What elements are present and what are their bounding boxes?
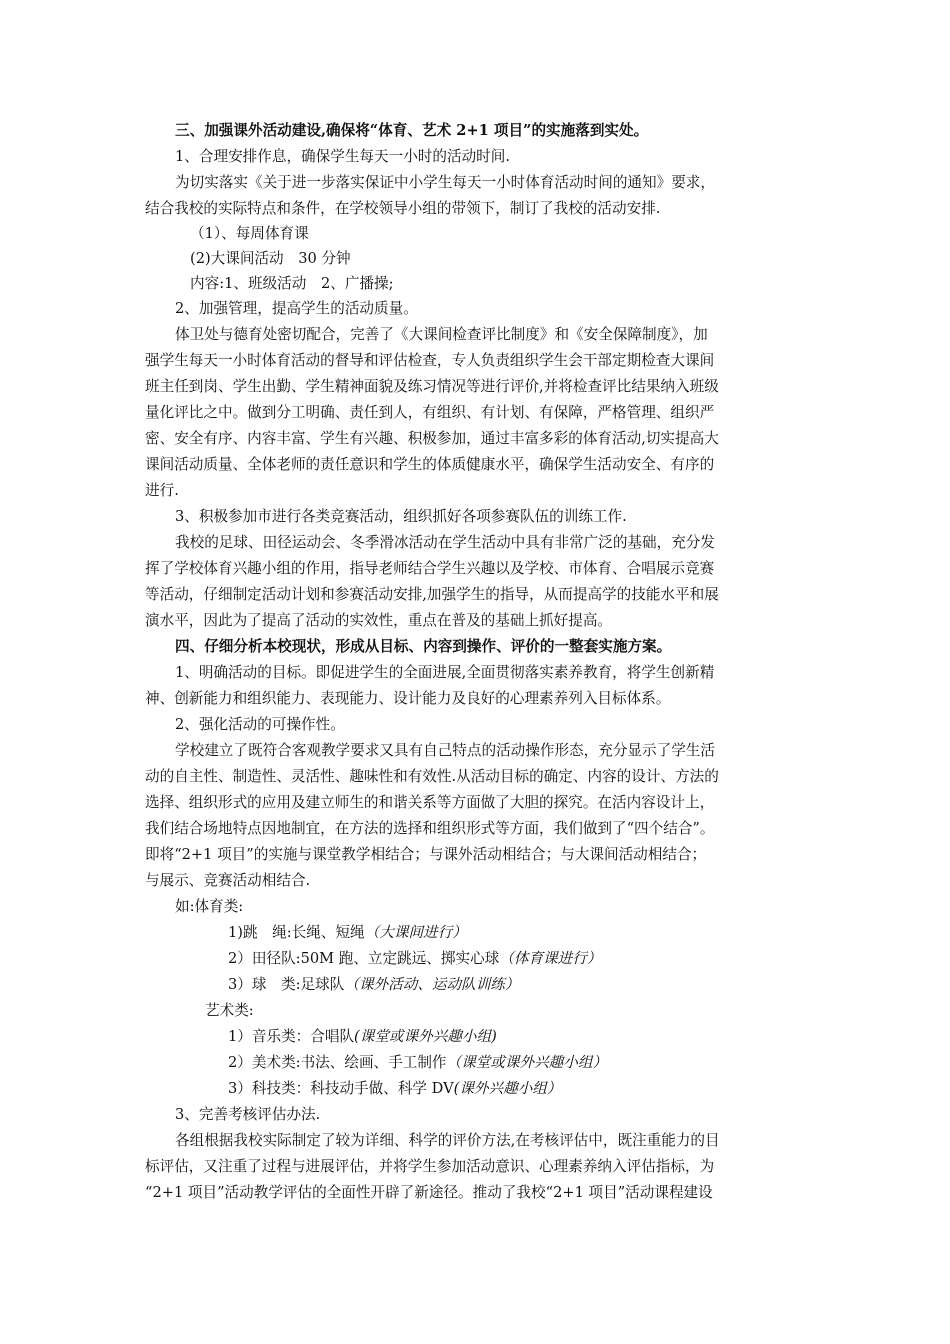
paragraph-line: 1、明确活动的目标。即促进学生的全面进展,全面贯彻落实素养教育，将学生创新精 [175,664,715,681]
paragraph-line: 我们结合场地特点因地制宜，在方法的选择和组织形式等方面，我们做到了“四个结合”。 [145,820,715,837]
list-item-track-team [228,949,601,969]
list-item-technology [228,1079,562,1099]
category-sports-label: 如:体育类: [175,898,244,915]
paragraph-line: 学校建立了既符合客观教学要求又具有自己特点的活动操作形态，充分显示了学生活 [175,742,715,759]
list-item-rope-skipping [228,923,467,943]
paragraph-line: 各组根据我校实际制定了较为详细、科学的评价方法,在考核评估中，既注重能力的目 [175,1132,720,1149]
paragraph-line: 进行. [145,482,179,499]
list-item-recess-activity: (2)大课间活动 30 分钟 [190,250,351,267]
item-note: (课堂或课外兴趣小组) [354,1028,497,1045]
subheading-schedule: 1、合理安排作息，确保学生每天一小时的活动时间. [175,148,510,165]
item-text: 2）美术类:书法、绘画、手工制作 [228,1054,447,1071]
paragraph-line: 等活动，仔细制定活动计划和参赛活动安排,加强学生的指导，从而提高学的技能水平和展 [145,586,719,603]
paragraph-line: 我校的足球、田径运动会、冬季滑冰活动在学生活动中具有非常广泛的基础，充分发 [175,534,715,551]
paragraph-line: 与展示、竞赛活动相结合. [145,872,311,889]
paragraph-line: 密、安全有序、内容丰富、学生有兴趣、积极参加，通过丰富多彩的体育活动,切实提高大 [145,430,719,447]
item-text: 2）田径队:50M 跑、立定跳远、掷实心球 [228,950,500,967]
paragraph-line: 强学生每天一小时体育活动的督导和评估检查，专人负责组织学生会干部定期检查大课间 [145,352,715,369]
paragraph-line: 班主任到岗、学生出勤、学生精神面貌及练习情况等进行评价,并将检查评比结果纳入班级 [145,378,719,395]
paragraph-line: 挥了学校体育兴趣小组的作用，指导老师结合学生兴趣以及学校、市体育、合唱展示竞赛 [145,560,715,577]
list-item-music [228,1027,497,1047]
list-item-ball-games [228,975,520,995]
paragraph-line: 演水平，因此为了提高了活动的实效性，重点在普及的基础上抓好提高。 [145,612,613,629]
paragraph-line: 量化评比之中。做到分工明确、责任到人，有组织、有计划、有保障，严格管理、组织严 [145,404,715,421]
item-note: （大课间进行） [364,924,467,941]
subheading-competitions: 3、积极参加市进行各类竞赛活动，组织抓好各项参赛队伍的训练工作. [175,508,627,525]
section-three-heading: 三、加强课外活动建设,确保将“体育、艺术 2+1 项目”的实施落到实处。 [175,122,649,139]
subheading-operability: 2、强化活动的可操作性。 [175,716,345,733]
paragraph-line: 即将“2+1 项目”的实施与课堂教学相结合；与课外活动相结合；与大课间活动相结合； [145,846,707,863]
paragraph-line: 课间活动质量、全体老师的责任意识和学生的体质健康水平，确保学生活动安全、有序的 [145,456,715,473]
paragraph-line: 结合我校的实际特点和条件，在学校领导小组的带领下，制订了我校的活动安排. [145,200,661,217]
subheading-assessment: 3、完善考核评估办法. [175,1106,321,1123]
item-text: 1)跳 绳:长绳、短绳 [228,924,365,941]
paragraph-line: 动的自主性、制造性、灵活性、趣味性和有效性.从活动目标的确定、内容的设计、方法的 [145,768,719,785]
item-note: （课堂或课外兴趣小组） [446,1054,608,1071]
paragraph-line: 神、创新能力和组织能力、表现能力、设计能力及良好的心理素养列入目标体系。 [145,690,671,707]
paragraph-line: 选择、组织形式的应用及建立师生的和谐关系等方面做了大胆的探究。在活内容设计上， [145,794,715,811]
category-arts-label: 艺术类: [205,1002,254,1019]
item-note: (课外兴趣小组） [453,1080,562,1097]
item-text: 3）球 类:足球队 [228,976,345,993]
item-note: （体育课进行） [499,950,602,967]
paragraph-line: 为切实落实《关于进一步落实保证中小学生每天一小时体育活动时间的通知》要求， [175,174,715,191]
item-text: 3）科技类：科技动手做、科学 DV [228,1080,454,1097]
subheading-management: 2、加强管理，提高学生的活动质量。 [175,300,418,317]
list-item-pe-class: （1）、每周体育课 [190,225,309,242]
paragraph-line: “2+1 项目”活动教学评估的全面性开辟了新途径。推动了我校“2+1 项目”活动课程建设 [145,1184,713,1201]
item-text: 1）音乐类：合唱队 [228,1028,355,1045]
list-item-fine-arts [228,1053,607,1073]
list-item-content: 内容:1、班级活动 2、广播操; [190,275,394,292]
item-note: （课外活动、运动队训练） [344,976,520,993]
paragraph-line: 体卫处与德育处密切配合，完善了《大课间检查评比制度》和《安全保障制度》，加 [175,326,708,343]
section-four-heading: 四、仔细分析本校现状，形成从目标、内容到操作、评价的一整套实施方案。 [175,638,672,655]
paragraph-line: 标评估，又注重了过程与进展评估，并将学生参加活动意识、心理素养纳入评估指标，为 [145,1158,715,1175]
